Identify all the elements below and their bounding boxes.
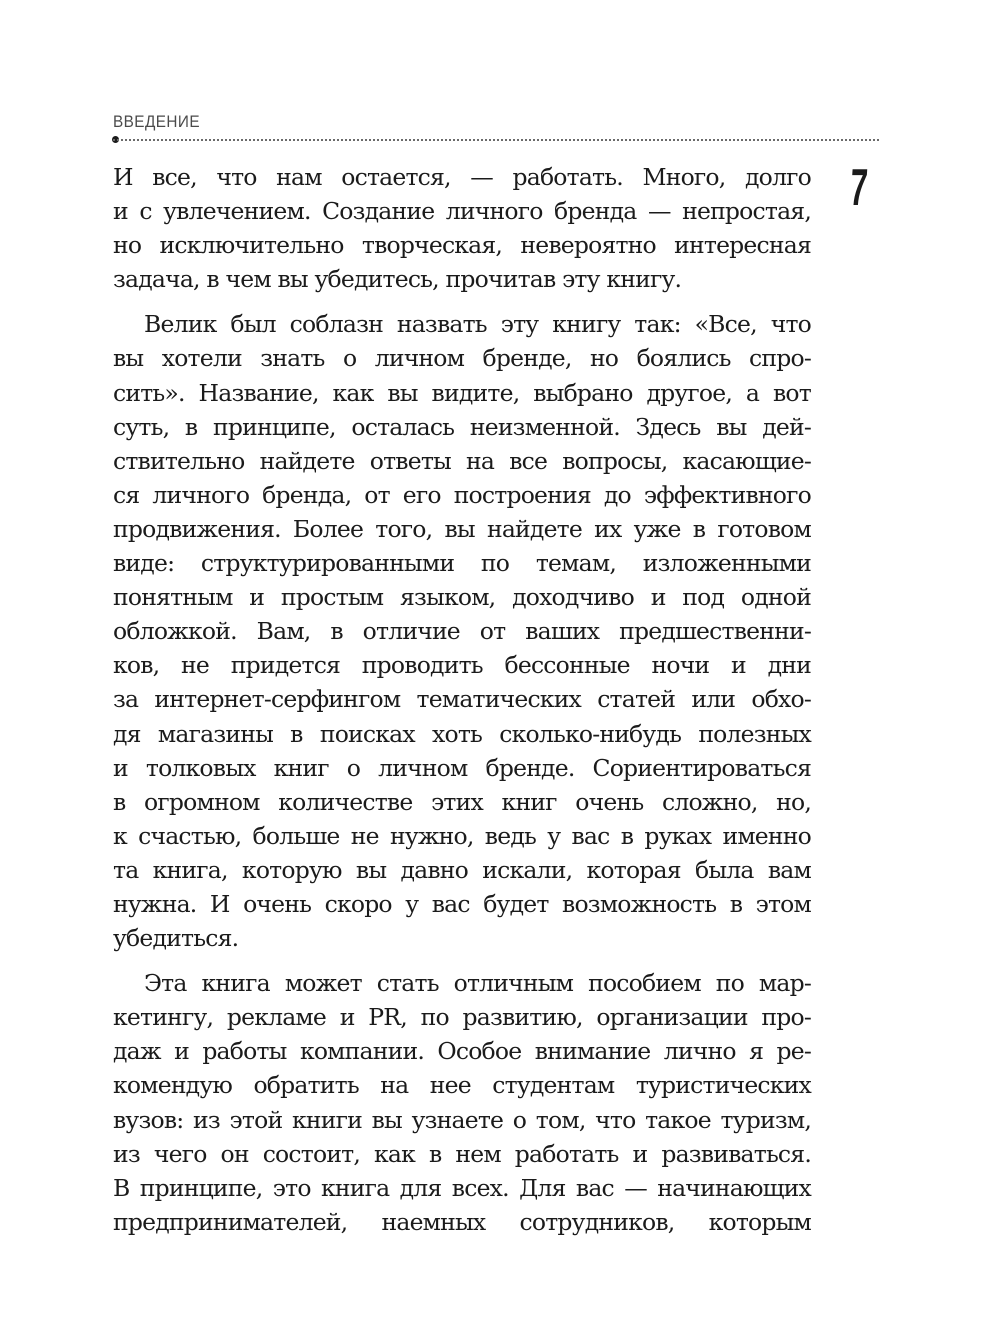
text-line: но исключительно творческая, невероятно интересная bbox=[113, 231, 811, 260]
text-line: из чего он состоит, как в нем работать и развиваться. bbox=[113, 1139, 811, 1168]
running-head: ВВЕДЕНИЕ bbox=[113, 112, 201, 131]
text-line: Велик был соблазн назвать эту книгу так: «Все, что bbox=[144, 310, 811, 339]
text-line: дя магазины в поисках хоть сколько-нибудь полезных bbox=[113, 719, 811, 748]
paragraph-gap bbox=[113, 296, 811, 307]
paragraph bbox=[113, 160, 811, 296]
text-line: вы хотели знать о личном бренде, но боялись спро- bbox=[113, 344, 811, 373]
text-line: в огромном количестве этих книг очень сложно, но, bbox=[113, 787, 811, 816]
text-line: вузов: из этой книги вы узнаете о том, что такое туризм, bbox=[113, 1105, 811, 1134]
text-line: предпринимателей, наемных сотрудников, которым bbox=[113, 1207, 811, 1236]
text-line: комендую обратить на нее студентам туристических bbox=[113, 1071, 811, 1100]
text-line: задача, в чем вы убедитесь, прочитав эту книгу. bbox=[113, 265, 682, 294]
text-line: та книга, которую вы давно искали, которая была вам bbox=[113, 855, 811, 884]
text-line: виде: структурированными по темам, изложенными bbox=[113, 549, 811, 578]
text-line: кетингу, рекламе и PR, по развитию, организации про- bbox=[113, 1003, 811, 1032]
paragraph-gap bbox=[113, 955, 811, 966]
text-line: обложкой. Вам, в отличие от ваших предшественни- bbox=[113, 617, 811, 646]
page-number: 7 bbox=[848, 159, 870, 217]
text-line: суть, в принципе, осталась неизменной. Здесь вы дей- bbox=[113, 412, 811, 441]
header-dotted-rule bbox=[113, 139, 879, 141]
text-line: к счастью, больше не нужно, ведь у вас в руках именно bbox=[113, 821, 811, 850]
text-line: И все, что нам остается, — работать. Много, долго bbox=[113, 163, 811, 191]
text-line: убедиться. bbox=[113, 924, 239, 953]
text-line: Эта книга может стать отличным пособием по мар- bbox=[144, 969, 811, 998]
text-line: ся личного бренда, от его построения до эффективного bbox=[113, 480, 811, 509]
text-line: В принципе, это книга для всех. Для вас — начинающих bbox=[113, 1173, 811, 1202]
text-line: нужна. И очень скоро у вас будет возможность в этом bbox=[113, 889, 811, 918]
paragraph bbox=[113, 307, 811, 955]
text-line: даж и работы компании. Особое внимание лично я ре- bbox=[113, 1037, 811, 1066]
text-line: и толковых книг о личном бренде. Сориентироваться bbox=[113, 753, 811, 782]
text-line: ствительно найдете ответы на все вопросы, касающие- bbox=[113, 446, 811, 475]
text-line: и с увлечением. Создание личного бренда — непростая, bbox=[113, 197, 811, 226]
text-line: за интернет-серфингом тематических статей или обхо- bbox=[113, 685, 811, 714]
paragraph bbox=[113, 966, 811, 1239]
text-line: ков, не придется проводить бессонные ночи и дни bbox=[113, 651, 811, 680]
text-line: продвижения. Более того, вы найдете их уже в готовом bbox=[113, 514, 811, 543]
body-text bbox=[113, 160, 811, 1239]
text-line: сить». Название, как вы видите, выбрано другое, а вот bbox=[113, 378, 811, 407]
text-line: понятным и простым языком, доходчиво и под одной bbox=[113, 583, 811, 612]
